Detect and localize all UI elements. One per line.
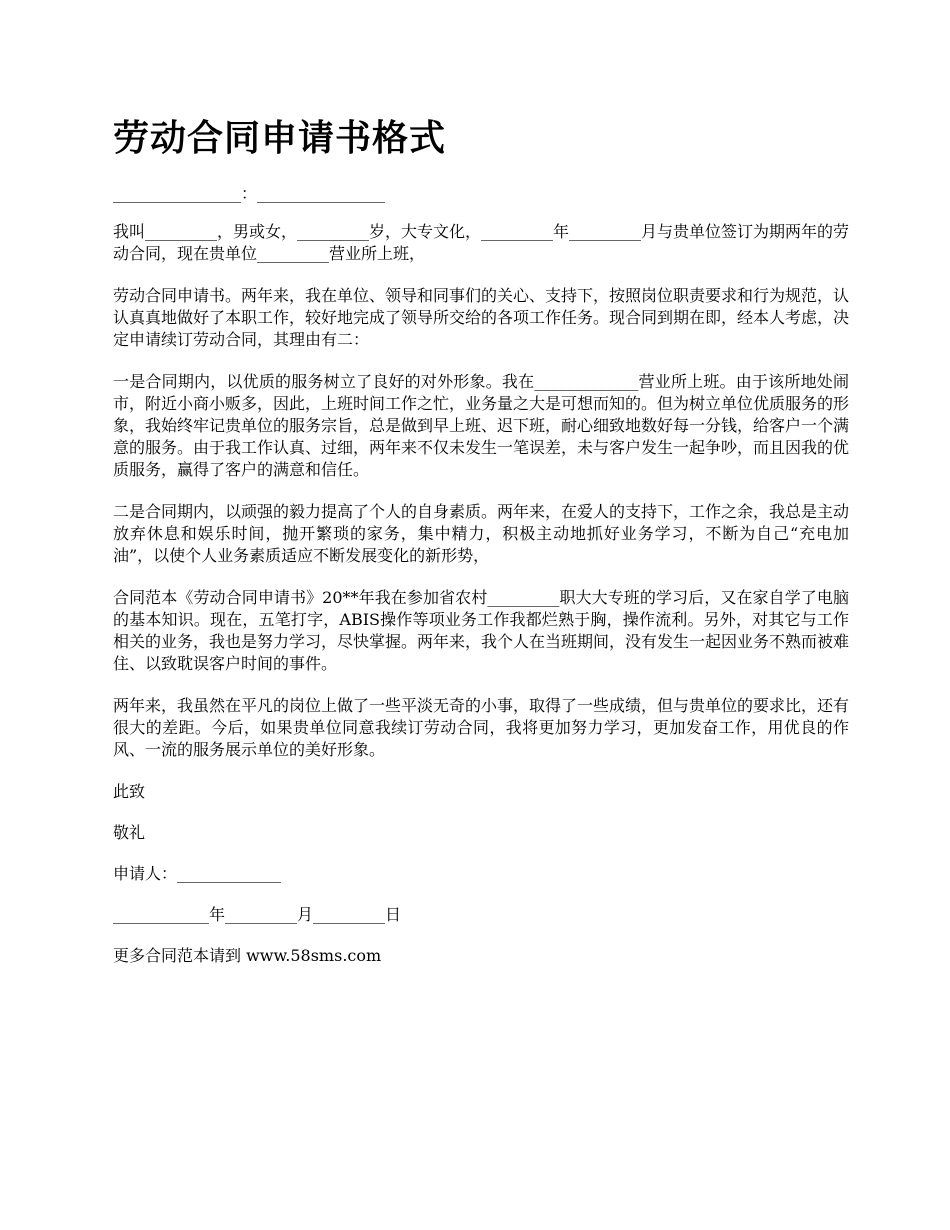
paragraph-reason-one: 一是合同期内，以优质的服务树立了良好的对外形象。我在_____________营业所上班。由于该所地处闹市，附近小商小贩多，因此，上班时间工作之忙，业务量之大是可想而知的。但为树立单位优质服务的形象，我始终牢记贵单位的服务宗旨，总是做到早上班、迟下班，耐心细致地数好每一分钱，给客户一个满意的服务。由于我工作认真、过细，两年来不仅未发生一笔误差，未与客户发生一起争吵，而且因我的优质服务，赢得了客户的满意和信任。: [113, 372, 850, 479]
date-line: ____________年_________月_________日: [113, 905, 402, 924]
document-title: 劳动合同申请书格式: [113, 117, 447, 159]
paragraph-study: 合同范本《劳动合同申请书》20**年我在参加省农村_________职大大专班的学习后，又在家自学了电脑的基本知识。现在，五笔打字，ABIS操作等项业务工作我都烂熟于胸，操作流利。另外，对其它与工作相关的业务，我也是努力学习，尽快掌握。两年来，我个人在当班期间，没有发生一起因业务不熟而被难住、以致耽误客户时间的事件。: [113, 588, 850, 673]
footer-link-text: 更多合同范本请到 www.58sms.com: [113, 946, 382, 965]
recipient-line: ________________：________________: [113, 184, 386, 203]
closing-salutation: 此致: [113, 782, 146, 801]
applicant-signature-line: 申请人：_____________: [113, 864, 282, 883]
document-body: [113, 221, 849, 986]
paragraph-intro: 我叫_________，男或女，_________岁，大专文化，_________年_________月与贵单位签订为期两年的劳动合同，现在贵单位_________营业所上班，: [113, 222, 850, 263]
paragraph-reason-two: 二是合同期内，以顽强的毅力提高了个人的自身素质。两年来，在爱人的支持下，工作之余，我总是主动放弃休息和娱乐时间，抛开繁琐的家务，集中精力，积极主动地抓好业务学习，不断为自己“充电加油”，以使个人业务素质适应不断发展变化的新形势，: [113, 502, 850, 565]
closing-regards: 敬礼: [113, 823, 146, 842]
paragraph-conclusion: 两年来，我虽然在平凡的岗位上做了一些平淡无奇的小事，取得了一些成绩，但与贵单位的要求比，还有很大的差距。今后，如果贵单位同意我续订劳动合同，我将更加努力学习，更加发奋工作，用优良的作风、一流的服务展示单位的美好形象。: [113, 696, 850, 759]
paragraph-reason-summary: 劳动合同申请书。两年来，我在单位、领导和同事们的关心、支持下，按照岗位职责要求和行为规范，认认真真地做好了本职工作，较好地完成了领导所交给的各项工作任务。现合同到期在即，经本人考虑，决定申请续订劳动合同，其理由有二：: [113, 286, 850, 349]
